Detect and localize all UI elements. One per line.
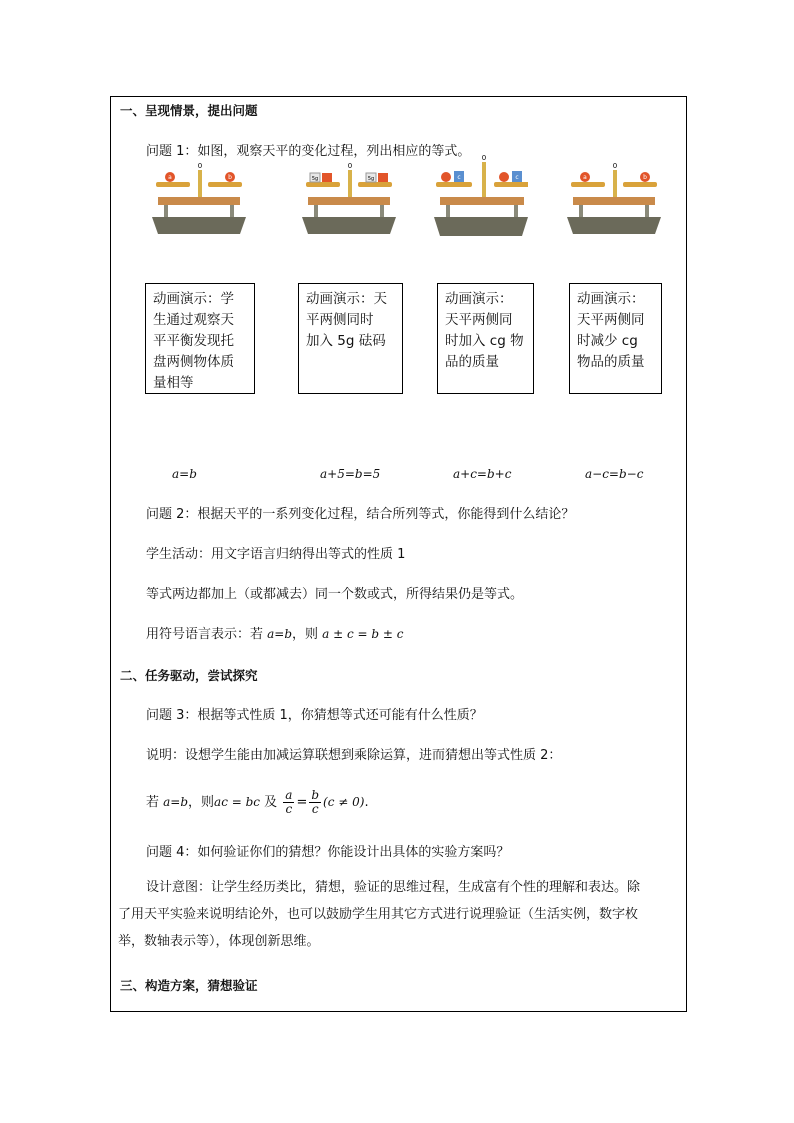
design-line: 设计意图：让学生经历类比，猜想，验证的思维过程，生成富有个性的理解和表达。除	[146, 880, 641, 895]
scale-zero-label: 0	[347, 162, 353, 170]
cube-left-label: c	[457, 174, 461, 181]
equation-2: a+5=b=5	[320, 467, 381, 481]
equation-1: a=b	[172, 467, 197, 481]
scale-zero-label: 0	[481, 154, 487, 162]
fraction-b-over-c	[309, 789, 321, 816]
explanation: 说明：设想学生能由加减运算联想到乘除运算，进而猜想出等式性质 2：	[146, 748, 562, 763]
fraction-denominator: c	[285, 802, 293, 816]
animation-note-2	[298, 283, 403, 394]
balance-scale-icon	[565, 160, 661, 240]
p2-prefix: 若	[146, 795, 164, 810]
note-line: 天平两侧同	[577, 312, 645, 328]
symbolic-mid: ，则	[292, 627, 323, 642]
note-line: 动画演示：学	[153, 291, 234, 307]
fraction-a-over-c	[283, 789, 294, 816]
question-4: 问题 4：如何验证你们的猜想？你能设计出具体的实验方案吗？	[146, 845, 510, 860]
design-line: 了用天平实验来说明结论外，也可以鼓励学生用其它方式进行说理验证（生活实例，数字枚	[118, 907, 639, 922]
note-line: 盘两侧物体质	[153, 354, 234, 370]
fraction-numerator: b	[311, 788, 320, 802]
note-line: 时加入 cg 物	[445, 333, 524, 349]
animation-note-4	[569, 283, 662, 394]
note-line: 动画演示：	[577, 291, 645, 307]
note-line: 品的质量	[445, 354, 499, 370]
note-line: 平两侧同时	[306, 312, 374, 328]
balance-scale-with-cubes-icon	[432, 152, 528, 240]
question-2: 问题 2：根据天平的一系列变化过程，结合所列等式，你能得到什么结论？	[146, 507, 575, 522]
note-line: 动画演示：天	[306, 291, 387, 307]
note-line: 动画演示：	[445, 291, 513, 307]
note-line: 天平两侧同	[445, 312, 513, 328]
p2-condition-nonzero: (c ≠ 0)	[323, 795, 365, 809]
symbolic-prefix: 用符号语言表示：若	[146, 627, 268, 642]
pan-left-label: a	[168, 174, 172, 181]
animation-note-3	[437, 283, 534, 394]
pan-left-label: a	[583, 174, 587, 181]
scale-zero-label: 0	[612, 162, 618, 170]
note-line: 时减少 cg	[577, 333, 638, 349]
section-heading-3: 三、构造方案，猜想验证	[120, 978, 258, 993]
design-line: 举，数轴表示等），体现创新思维。	[118, 934, 320, 949]
equation-4: a−c=b−c	[585, 467, 644, 481]
symbolic-result: a ± c = b ± c	[322, 627, 404, 641]
p2-equation: ac = bc	[214, 795, 261, 809]
pan-right-label: b	[228, 174, 232, 181]
equation-3: a+c=b+c	[453, 467, 512, 481]
note-line: 物品的质量	[577, 354, 645, 370]
symbolic-condition: a=b	[267, 627, 293, 641]
design-intent	[118, 874, 680, 955]
fraction-denominator: c	[311, 802, 319, 816]
pan-right-label: b	[643, 174, 647, 181]
property-1-text: 等式两边都加上（或都减去）同一个数或式，所得结果仍是等式。	[146, 587, 524, 602]
note-line: 加入 5g 砝码	[306, 333, 386, 349]
balance-scale-with-weights-icon	[300, 160, 396, 240]
weight-left-label: 5g	[311, 176, 319, 182]
section-heading-1: 一、呈现情景，提出问题	[120, 103, 258, 118]
p2-then: ，则	[188, 795, 215, 810]
note-line: 生通过观察天	[153, 312, 234, 328]
scale-zero-label: 0	[197, 162, 203, 170]
animation-note-1	[145, 283, 255, 394]
weight-right-label: 5g	[367, 176, 375, 182]
cube-right-label: c	[515, 174, 519, 181]
question-1: 问题 1：如图，观察天平的变化过程，列出相应的等式。	[146, 144, 471, 159]
note-line: 平平衡发现托	[153, 333, 234, 349]
question-3: 问题 3：根据等式性质 1，你猜想等式还可能有什么性质？	[146, 708, 483, 723]
p2-and: 及	[260, 795, 282, 810]
student-activity: 学生活动：用文字语言归纳得出等式的性质 1	[146, 547, 406, 562]
symbolic-statement	[146, 624, 404, 645]
p2-condition: a=b	[163, 795, 189, 809]
note-line: 量相等	[153, 375, 194, 391]
balance-scale-icon	[150, 160, 246, 240]
fraction-numerator: a	[285, 788, 293, 802]
property-2-statement: 若 a=b，则ac = bc 及 $\frac{a}{c}$ = $\frac{b}{c}$ (c ≠ 0).	[146, 788, 369, 816]
section-heading-2: 二、任务驱动，尝试探究	[120, 668, 258, 683]
p2-end: .	[364, 795, 369, 810]
